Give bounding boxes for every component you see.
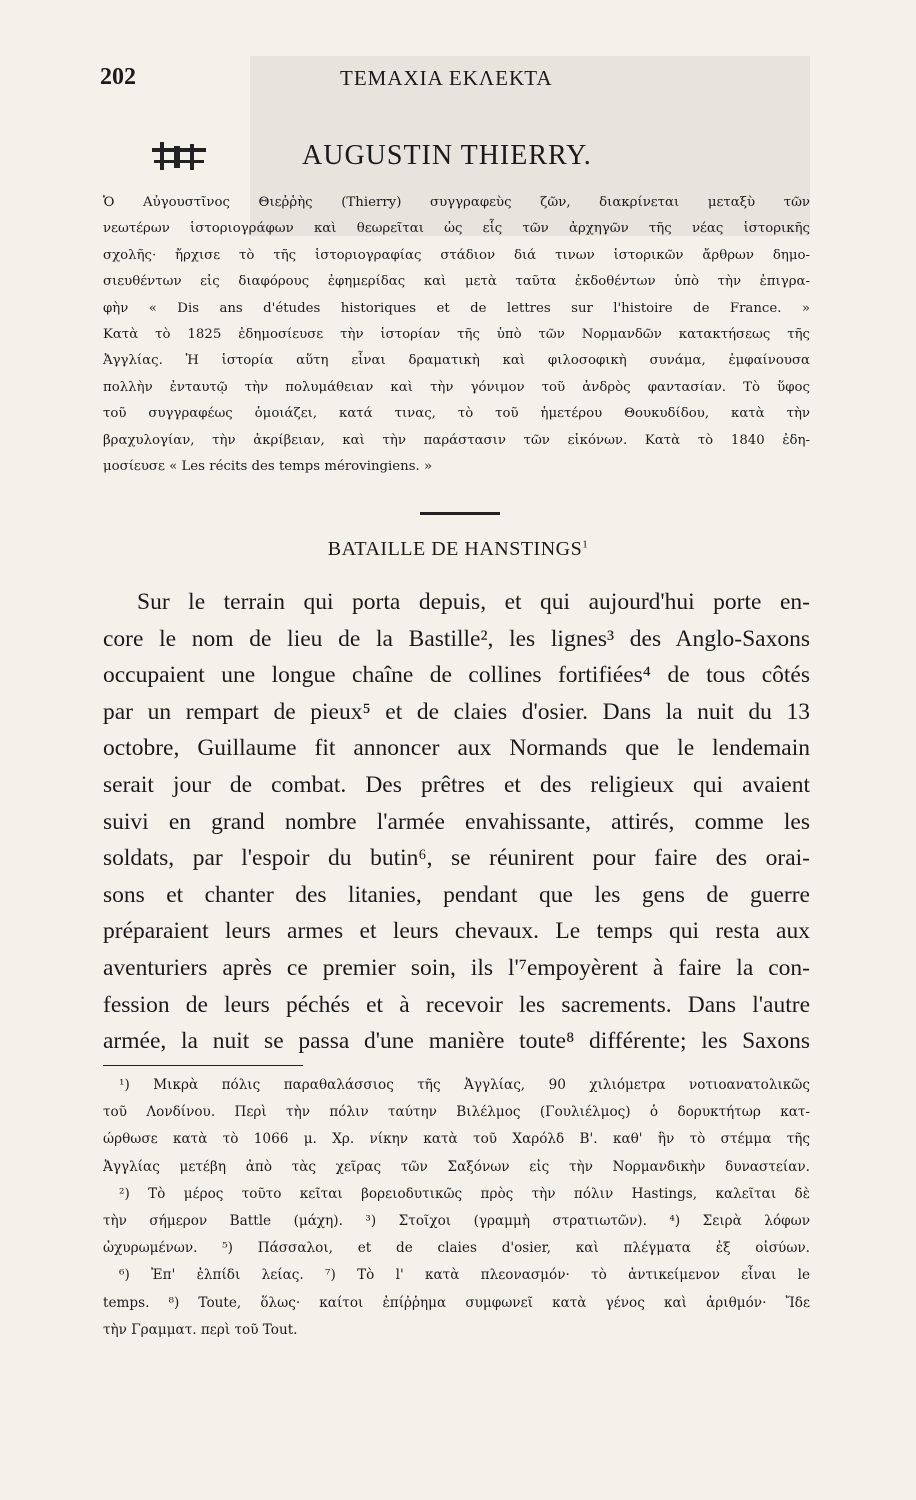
ornament-icon bbox=[150, 142, 208, 172]
body-line: préparaient leurs armes et leurs chevaux. Le temps qui resta aux bbox=[103, 918, 810, 945]
body-line: armée, la nuit se passa d'une manière toute⁸ différente; les Saxons bbox=[103, 1028, 810, 1055]
intro-line: Ὁ Αὐγουστῖνος Θιεῤῥὴς (Thierry) συγγραφεὺς ζῶν, διακρίνεται μεταξὺ τῶν bbox=[103, 195, 810, 210]
section-heading-text: BATAILLE DE HANSTINGS bbox=[327, 538, 583, 560]
article-title: AUGUSTIN THIERRY. bbox=[302, 140, 592, 171]
running-title: ΤΕΜΑΧΙΑ ΕΚΛΕΚΤΑ bbox=[340, 66, 553, 90]
body-line: suivi en grand nombre l'armée envahissante, attirés, comme les bbox=[103, 808, 810, 835]
intro-line: σιευθέντων εἰς διαφόρους ἐφημερίδας καὶ μετὰ ταῦτα ἐκδοθέντων ὑπὸ τὴν ἐπιγρα- bbox=[103, 274, 810, 290]
footnote-line: τὴν σήμερον Battle (μάχη). ³) Στοῖχοι (γραμμὴ στρατιωτῶν). ⁴) Σειρὰ λόφων bbox=[103, 1213, 810, 1230]
intro-line: νεωτέρων ἱστοριογράφων καὶ θεωρεῖται ὡς εἷς τῶν ἀρχηγῶν τῆς νέας ἱστορικῆς bbox=[103, 221, 810, 237]
footnote-rule bbox=[103, 1065, 303, 1066]
footnote-line: τὴν Γραμματ. περὶ τοῦ Tout. bbox=[103, 1321, 298, 1338]
body-line: serait jour de combat. Des prêtres et des religieux qui avaient bbox=[103, 771, 810, 798]
body-line: aventuriers après ce premier soin, ils l'⁷empoyèrent à faire la con- bbox=[103, 954, 810, 981]
intro-line: τοῦ συγγραφέως ὁμοιάζει, κατά τινας, τὸ τοῦ ἡμετέρου Θουκυδίδου, κατὰ τὴν bbox=[103, 406, 810, 422]
footnote-line: temps. ⁸) Toute, ὅλως· καίτοι ἐπίῤῥημα συμφωνεῖ κατὰ γένος καὶ ἀριθμόν· Ἴδε bbox=[103, 1294, 810, 1311]
footnote-line: ώρθωσε κατὰ τὸ 1066 μ. Χρ. νίκην κατὰ τοῦ Χαρόλδ Β'. καθ' ἣν τὸ στέμμα τῆς bbox=[103, 1131, 810, 1148]
body-line: octobre, Guillaume fit annoncer aux Normands que le lendemain bbox=[103, 735, 810, 762]
body-line: soldats, par l'espoir du butin⁶, se réunirent pour faire des orai- bbox=[103, 845, 810, 872]
footnotes bbox=[103, 1072, 810, 1344]
intro-line: σχολῆς· ἤρχισε τὸ τῆς ἱστοριογραφίας στάδιον διά τινων ἱστορικῶν ἄρθρων δημο- bbox=[103, 247, 810, 263]
intro-line: μοσίευσε « Les récits des temps mérovingiens. » bbox=[103, 459, 433, 475]
footnote-line: ²) Τὸ μέρος τοῦτο κεῖται βορειοδυτικῶς πρὸς τὴν πόλιν Hastings, καλεῖται δὲ bbox=[119, 1185, 810, 1202]
footnote-line: Ἀγγλίας μετέβη ἀπὸ τὰς χεῖρας τῶν Σαξόνων εἰς τὴν Νορμανδικὴν δυναστείαν. bbox=[103, 1158, 810, 1175]
intro-line: βραχυλογίαν, τὴν ἀκρίβειαν, καὶ τὴν παράστασιν τῶν εἰκόνων. Κατὰ τὸ 1840 ἐδη- bbox=[103, 432, 810, 448]
footnote-line: τοῦ Λονδίνου. Περὶ τὴν πόλιν ταύτην Βιλέλμος (Γουλιέλμος) ὁ δορυκτήτωρ κατ- bbox=[103, 1104, 810, 1121]
intro-line: φὴν « Dis ans d'études historiques et de lettres sur l'histoire de France. » bbox=[103, 300, 810, 316]
intro-line: Ἀγγλίας. Ἡ ἱστορία αὕτη εἶναι δραματικὴ καὶ φιλοσοφικὴ συνάμα, ἐμφαίνουσα bbox=[103, 353, 810, 369]
body-line: fession de leurs péchés et à recevoir les sacrements. Dans l'autre bbox=[103, 991, 810, 1018]
body-line: sons et chanter des litanies, pendant que les gens de guerre bbox=[103, 881, 810, 908]
intro-line: πολλὴν ἐνταυτῷ τὴν πολυμάθειαν καὶ τὴν γόνιμον τοῦ ἀνδρὸς φαντασίαν. Τὸ ὕφος bbox=[103, 379, 810, 395]
body-line: core le nom de lieu de la Bastille², les lignes³ des Anglo-Saxons bbox=[103, 625, 810, 652]
intro-line: Κατὰ τὸ 1825 ἐδημοσίευσε τὴν ἱστορίαν τῆς ὑπὸ τῶν Νορμανδῶν κατακτήσεως τῆς bbox=[103, 327, 810, 343]
heading-footnote-mark: 1 bbox=[582, 538, 589, 551]
article-title-block bbox=[150, 140, 810, 184]
intro-paragraph bbox=[103, 190, 810, 480]
body-line: occupaient une longue chaîne de collines fortifiées⁴ de tous côtés bbox=[103, 662, 810, 689]
body-line: Sur le terrain qui porta depuis, et qui aujourd'hui porte en- bbox=[137, 589, 810, 615]
separator-rule bbox=[420, 512, 500, 515]
page-number: 202 bbox=[100, 64, 136, 90]
body-line: par un rempart de pieux⁵ et de claies d'osier. Dans la nuit du 13 bbox=[103, 698, 810, 725]
section-heading bbox=[0, 538, 916, 561]
body-paragraph bbox=[103, 584, 810, 1060]
running-head bbox=[100, 64, 810, 104]
footnote-line: ὠχυρωμένων. ⁵) Πάσσαλοι, et de claies d'osier, καὶ πλέγματα ἐξ οἰσύων. bbox=[103, 1240, 810, 1257]
footnote-line: ⁶) Ἐπ' ἐλπίδι λείας. ⁷) Τὸ l' κατὰ πλεονασμόν· τὸ ἀντικείμενον εἶναι le bbox=[119, 1267, 810, 1284]
footnote-line: ¹) Μικρὰ πόλις παραθαλάσσιος τῆς Ἀγγλίας, 90 χιλιόμετρα νοτιοανατολικῶς bbox=[119, 1077, 810, 1093]
